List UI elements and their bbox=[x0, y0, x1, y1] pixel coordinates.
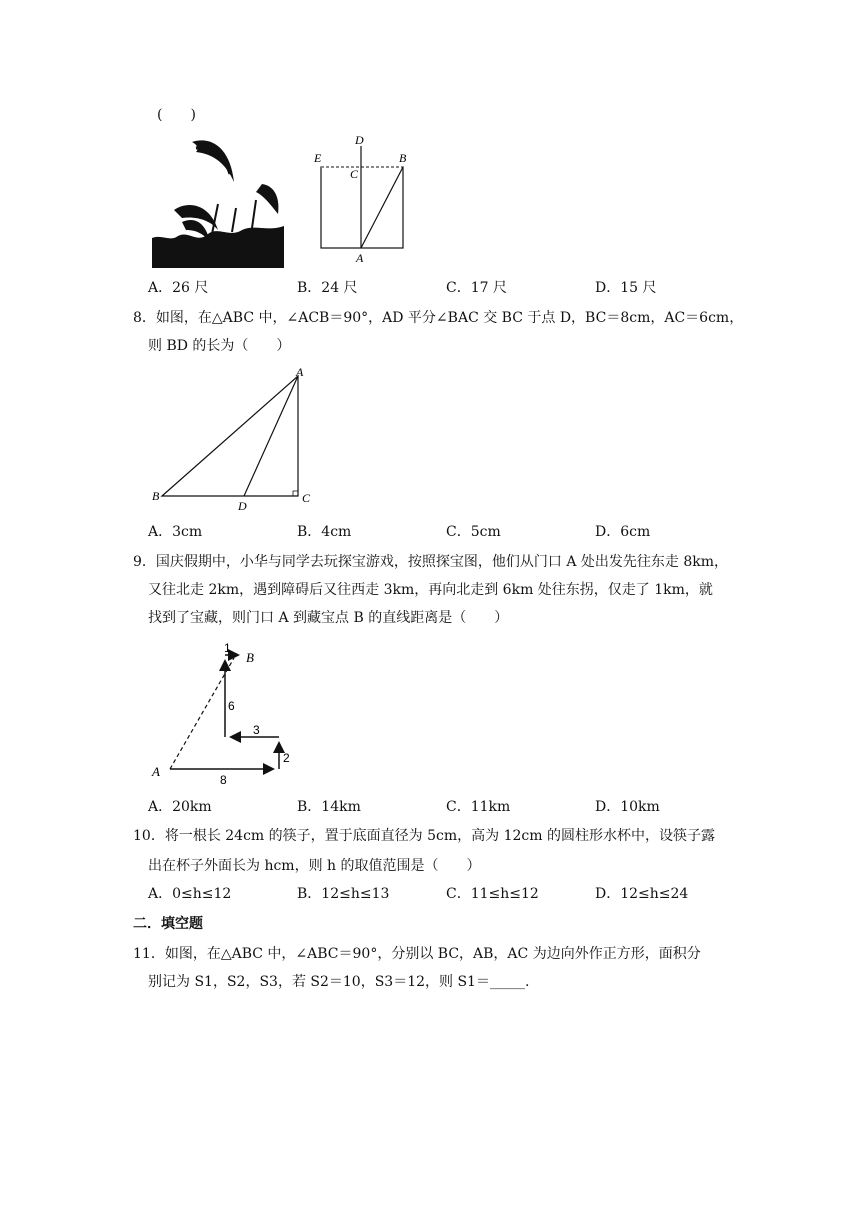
q8-option-b: B．4cm bbox=[297, 524, 352, 540]
q8-label-a: A bbox=[296, 365, 304, 379]
q9-option-c: C．11km bbox=[446, 799, 511, 815]
q7-option-c: C．17 尺 bbox=[446, 280, 507, 296]
q9-text-line2: 又往北走 2km，遇到障碍后又往西走 3km，再向北走到 6km 处往东拐，仅走了 1km，就 bbox=[148, 582, 713, 598]
q7-paren: ( ) bbox=[157, 107, 196, 123]
q8-option-a: A．3cm bbox=[148, 524, 203, 540]
q8-label-b: B bbox=[152, 489, 160, 503]
section-heading-fill-in: 二．填空题 bbox=[133, 916, 203, 932]
q7-label-a: A bbox=[356, 251, 364, 265]
q10-option-a: A．0≤h≤12 bbox=[148, 886, 232, 902]
q9-label-6: 6 bbox=[228, 699, 235, 713]
q11-text-line1: 11．如图，在△ABC 中，∠ABC＝90°，分别以 BC，AB，AC 为边向外作正方形，面积分 bbox=[133, 946, 701, 962]
q7-diagram bbox=[310, 130, 420, 270]
q9-label-b: B bbox=[246, 650, 254, 665]
q11-text-line2: 别记为 S1，S2，S3，若 S2＝10，S3＝12，则 S1＝_____. bbox=[148, 974, 530, 990]
q8-label-c: C bbox=[302, 491, 311, 505]
q7-option-d: D．15 尺 bbox=[595, 280, 657, 296]
q7-label-e: E bbox=[314, 151, 322, 165]
q9-treasure-map bbox=[148, 640, 298, 786]
q9-label-3: 3 bbox=[253, 723, 260, 737]
q10-option-d: D．12≤h≤24 bbox=[595, 886, 689, 902]
q10-option-b: B．12≤h≤13 bbox=[297, 886, 390, 902]
q9-text-line1: 9．国庆假期中，小华与同学去玩探宝游戏，按照探宝图，他们从门口 A 处出发先往东走 8km， bbox=[133, 554, 729, 570]
q8-text-line1: 8．如图，在△ABC 中，∠ACB＝90°，AD 平分∠BAC 交 BC 于点 D，BC＝8cm，AC＝6cm， bbox=[133, 310, 744, 326]
q9-label-1: 1 bbox=[224, 641, 231, 655]
q8-label-d: D bbox=[238, 499, 247, 512]
q8-triangle-diagram bbox=[148, 364, 320, 512]
q9-label-2: 2 bbox=[283, 751, 290, 765]
q9-option-d: D．10km bbox=[595, 799, 660, 815]
q9-label-a: A bbox=[152, 764, 160, 779]
q8-option-d: D．6cm bbox=[595, 524, 651, 540]
q10-text-line1: 10．将一根长 24cm 的筷子，置于底面直径为 5cm，高为 12cm 的圆柱形水杯中，设筷子露 bbox=[133, 828, 715, 844]
q10-text-line2: 出在杯子外面长为 hcm，则 h 的取值范围是（ ） bbox=[148, 858, 481, 874]
q7-option-a: A．26 尺 bbox=[148, 280, 209, 296]
q9-option-b: B．14km bbox=[297, 799, 361, 815]
q7-label-b: B bbox=[399, 151, 407, 165]
q7-label-d: D bbox=[355, 133, 364, 147]
q10-option-c: C．11≤h≤12 bbox=[446, 886, 539, 902]
q9-label-8: 8 bbox=[220, 773, 227, 786]
q7-label-c: C bbox=[350, 167, 359, 181]
q9-text-line3: 找到了宝藏，则门口 A 到藏宝点 B 的直线距离是（ ） bbox=[148, 610, 509, 626]
q7-option-b: B．24 尺 bbox=[297, 280, 358, 296]
q8-option-c: C．5cm bbox=[446, 524, 501, 540]
q7-reed-photo bbox=[152, 134, 284, 268]
q9-option-a: A．20km bbox=[148, 799, 212, 815]
q8-text-line2: 则 BD 的长为（ ） bbox=[148, 338, 291, 354]
